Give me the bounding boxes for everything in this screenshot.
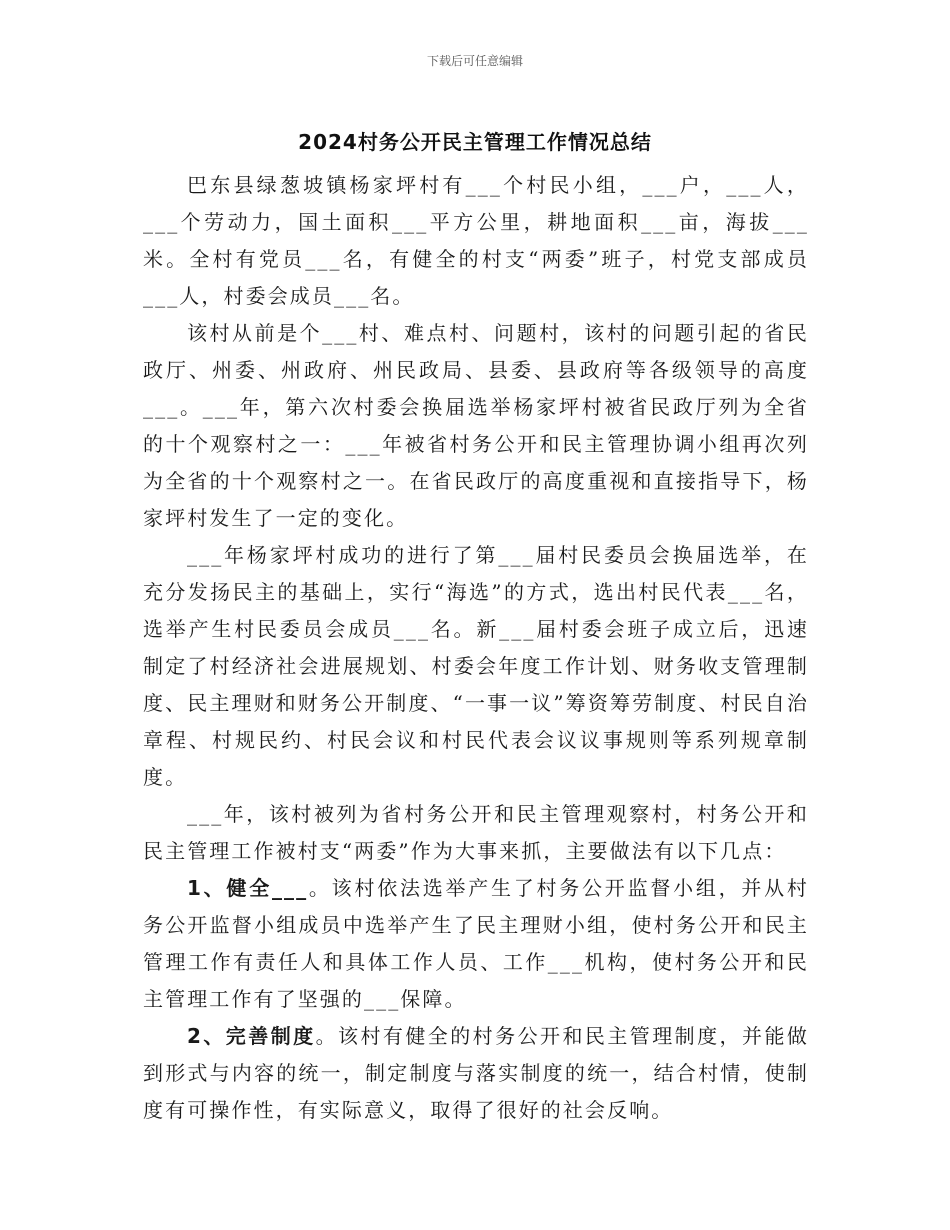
document-title: 2024村务公开民主管理工作情况总结 bbox=[298, 130, 652, 154]
paragraph-election: ___年杨家坪村成功的进行了第___届村民委员会换届选举，在充分发扬民主的基础上，实行“海选”的方式，选出村民代表___名，选举产生村民委员会成员___名。新___届村委会班子成立后，迅速制定了村经济社会进展规划、村委会年度工作计划、财务收支管理制度、民主理财和财务公开制度、“一事一议”筹资筹劳制度、村民自治章程、村规民约、村民会议和村民代表会议议事规则等系列规章制度。 bbox=[143, 543, 809, 789]
point-2-text: 。该村有健全的村务公开和民主管理制度，并能做到形式与内容的统一，制定制度与落实制度的统一，结合村情，使制度有可操作性，有实际意义，取得了很好的社会反响。 bbox=[143, 1024, 809, 1122]
point-1-text: 。该村依法选举产生了村务公开监督小组，并从村务公开监督小组成员中选举产生了民主理财小组，使村务公开和民主管理工作有责任人和具体工作人员、工作___机构，使村务公开和民主管理工作有了坚强的___保障。 bbox=[143, 876, 809, 1011]
header-note: 下载后可任意编辑 bbox=[426, 54, 523, 68]
point-1-heading: 1、健全___ bbox=[187, 876, 309, 900]
paragraph-history: 该村从前是个___村、难点村、问题村，该村的问题引起的省民政厅、州委、州政府、州民政局、县委、县政府等各级领导的高度___。___年，第六次村委会换届选举杨家坪村被省民政厅列为全省的十个观察村之一：___年被省村务公开和民主管理协调小组再次列为全省的十个观察村之一。在省民政厅的高度重视和直接指导下，杨家坪村发生了一定的变化。 bbox=[143, 321, 809, 530]
point-2 bbox=[143, 1018, 809, 1129]
point-1 bbox=[143, 870, 809, 1018]
point-2-heading: 2、完善制度 bbox=[187, 1024, 316, 1048]
document-body bbox=[143, 167, 809, 1129]
paragraph-practices-intro: ___年，该村被列为省村务公开和民主管理观察村，村务公开和民主管理工作被村支“两委”作为大事来抓，主要做法有以下几点： bbox=[143, 802, 809, 863]
paragraph-village-overview: 巴东县绿葱坡镇杨家坪村有___个村民小组，___户，___人，___个劳动力，国土面积___平方公里，耕地面积___亩，海拔___米。全村有党员___名，有健全的村支“两委”班子，村党支部成员___人，村委会成员___名。 bbox=[143, 173, 809, 308]
